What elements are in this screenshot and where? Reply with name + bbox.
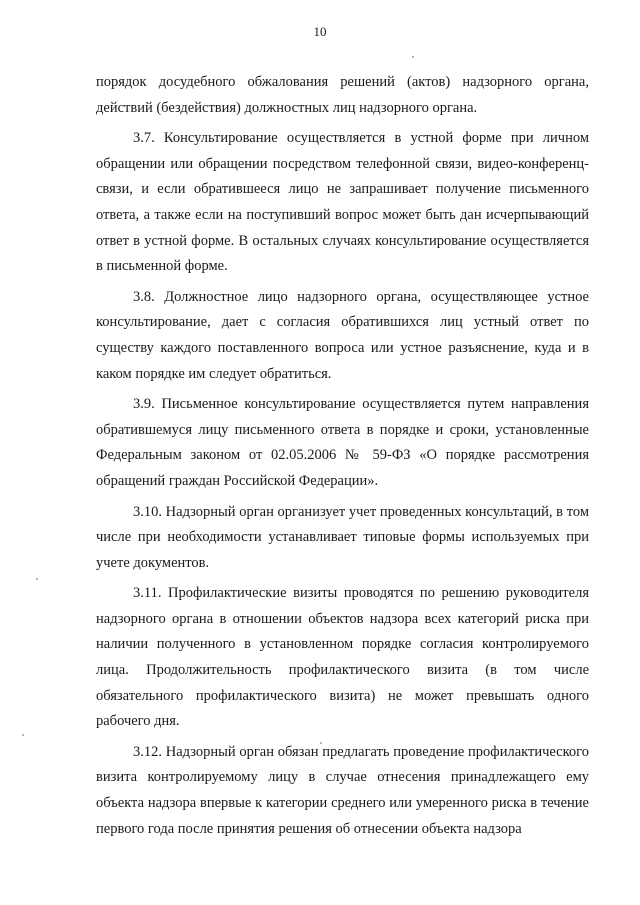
paragraph-continuation: порядок досудебного обжалования решений (актов) надзорного органа, действий (бездействия) должностных лиц надзорного органа. bbox=[96, 74, 589, 116]
document-body bbox=[96, 70, 589, 847]
paragraph-3-7: 3.7. Консультирование осуществляется в устной форме при личном обращении или обращении посредством телефонной связи, видео-конференц-связи, и если обратившееся лицо не запрашивает получение письменного ответа, а также если на поступивший вопрос может быть дан исчерпывающий ответ в устной форме. В остальных случаях консультирование осуществляется в письменной форме. bbox=[96, 130, 589, 275]
paragraph-3-9: 3.9. Письменное консультирование осуществляется путем направления обратившемуся лицу письменного ответа в порядке и сроки, установленные Федеральным законом от 02.05.2006 № 59-ФЗ «О порядке рассмотрения обращений граждан Российской Федерации». bbox=[96, 396, 589, 489]
scan-speck bbox=[22, 734, 24, 736]
scan-speck bbox=[320, 742, 322, 744]
scan-speck bbox=[412, 56, 414, 58]
page-number: 10 bbox=[313, 24, 327, 39]
scan-speck bbox=[36, 578, 38, 580]
paragraph-3-10: 3.10. Надзорный орган организует учет проведенных консультаций, в том числе при необходимости устанавливает типовые формы используемых при учете документов. bbox=[96, 503, 589, 571]
paragraph-3-11: 3.11. Профилактические визиты проводятся по решению руководителя надзорного органа в отношении объектов надзора всех категорий риска при наличии полученного в установленном порядке согласия контролируемого лица. Продолжительность профилактического визита (в том числе обязательного профилактического визита) не может превышать одного рабочего дня. bbox=[96, 585, 589, 730]
paragraph-3-12: 3.12. Надзорный орган обязан предлагать проведение профилактического визита контролируемому лицу в случае отнесения принадлежащего ему объекта надзора впервые к категории среднего или умеренного риска в течение первого года после принятия решения об отнесении объекта надзора bbox=[96, 743, 589, 837]
paragraph-3-8: 3.8. Должностное лицо надзорного органа, осуществляющее устное консультирование, дает с согласия обратившихся лиц устный ответ по существу каждого поставленного вопроса или устное разъяснение, куда и в каком порядке им следует обратиться. bbox=[96, 288, 589, 382]
